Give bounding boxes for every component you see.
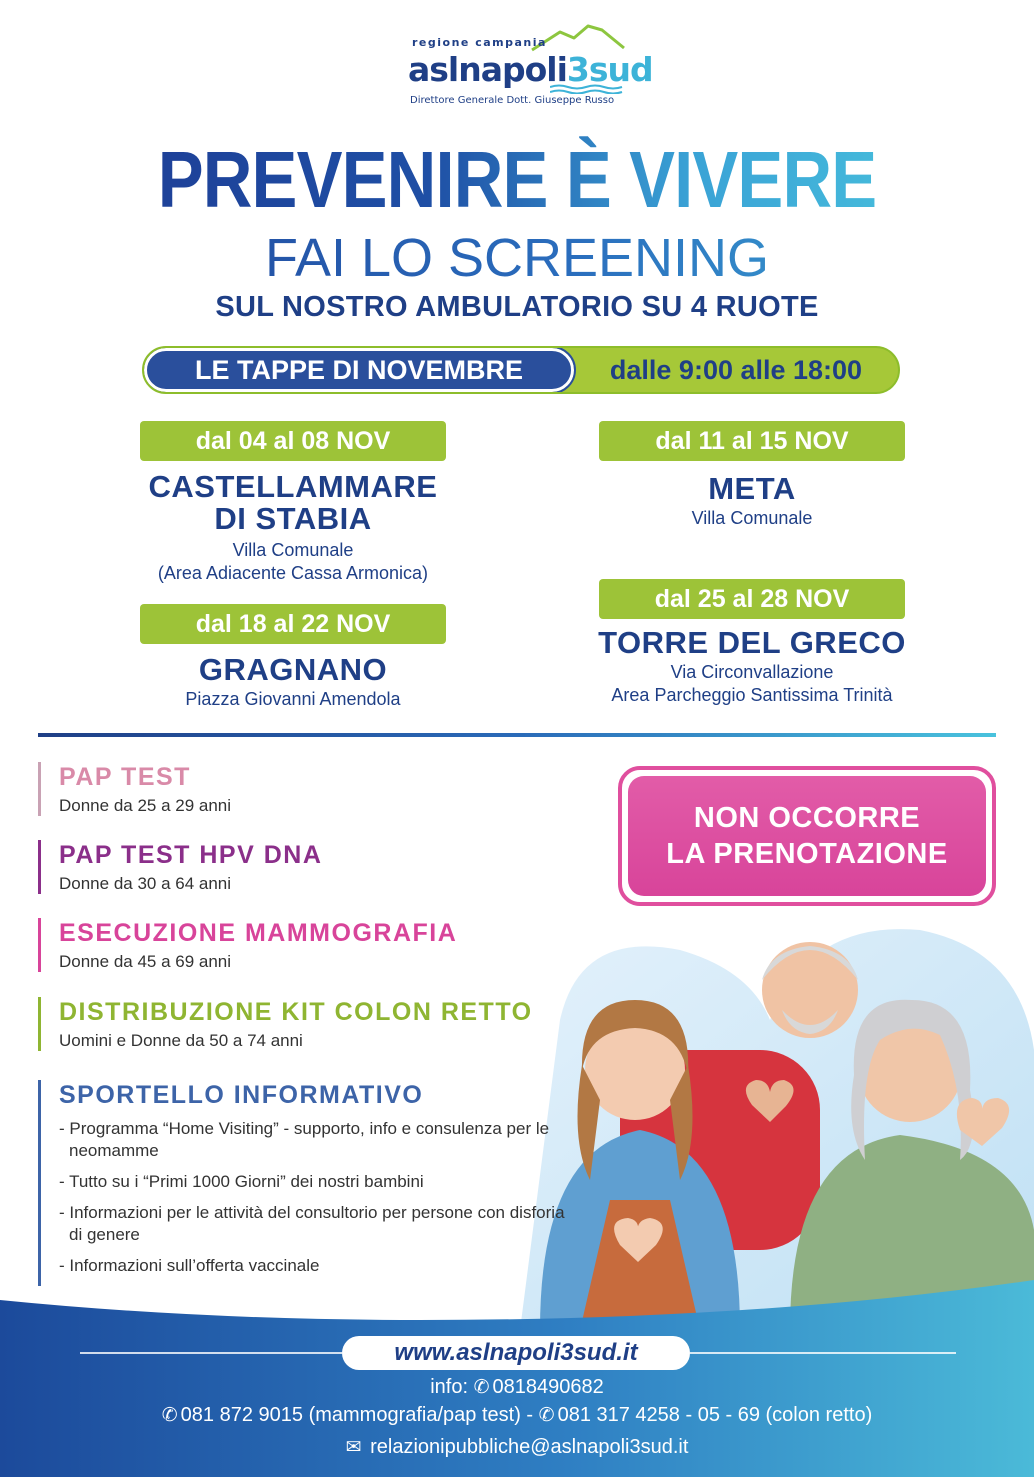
service-title: DISTRIBUZIONE KIT COLON RETTO: [59, 998, 533, 1026]
stop-city: META: [708, 471, 796, 506]
info-phone[interactable]: 0818490682: [492, 1376, 604, 1398]
service-mammografia: [38, 918, 457, 972]
director-name: Direttore Generale Dott. Giuseppe Russo: [410, 95, 615, 106]
url-line-left: [80, 1352, 342, 1354]
stop-city-line2: DI STABIA: [214, 501, 372, 536]
asl-logo: [400, 22, 653, 112]
service-title: PAP TEST: [59, 763, 191, 791]
no-booking-line2: LA PRENOTAZIONE: [666, 838, 948, 870]
service-description: Donne da 25 a 29 anni: [59, 796, 232, 815]
banner-month-label: LE TAPPE DI NOVEMBRE: [144, 348, 574, 392]
stop-castellammare: [104, 421, 482, 585]
stop-date-badge: dal 18 al 22 NOV: [140, 604, 446, 644]
phone-mammografia[interactable]: 081 872 9015 (mammografia/pap test) -: [180, 1404, 534, 1426]
stop-city: GRAGNANO: [198, 652, 388, 687]
service-pap-test: [38, 762, 231, 816]
stop-torre-del-greco: [550, 579, 954, 707]
main-title: PREVENIRE È VIVERE: [72, 134, 961, 226]
service-sportello-informativo: [38, 1080, 579, 1286]
website-link[interactable]: www.aslnapoli3sud.it: [342, 1336, 690, 1370]
list-item: - Tutto su i “Primi 1000 Giorni” dei nostri bambini: [59, 1172, 424, 1191]
envelope-icon: ✉: [345, 1437, 362, 1458]
service-title: ESECUZIONE MAMMOGRAFIA: [59, 919, 458, 947]
logo-region-text: regione campania: [412, 36, 547, 49]
list-item: - Informazioni sull’offerta vaccinale: [59, 1256, 320, 1275]
stop-city: TORRE DEL GRECO: [598, 625, 906, 660]
service-title: SPORTELLO INFORMATIVO: [59, 1081, 424, 1109]
service-description: Donne da 30 a 64 anni: [59, 874, 232, 893]
stop-place-line2: (Area Adiacente Cassa Armonica): [157, 563, 429, 583]
stop-place-line2: Area Parcheggio Santissima Trinità: [611, 685, 893, 705]
subtitle: FAI LO SCREENING: [0, 226, 1034, 290]
phone-icon: ✆: [161, 1405, 178, 1426]
waves-icon: [550, 84, 624, 94]
stop-date-badge: dal 11 al 15 NOV: [599, 421, 905, 461]
stop-place: Piazza Giovanni Amendola: [185, 689, 401, 709]
service-title: PAP TEST HPV DNA: [59, 841, 323, 869]
info-label: info:: [430, 1376, 469, 1398]
banner-hours: dalle 9:00 alle 18:00: [609, 354, 863, 385]
stop-city: [104, 471, 482, 535]
sportello-list: [59, 1118, 579, 1277]
stop-place-line1: Villa Comunale: [232, 540, 354, 560]
info-line: [0, 1376, 1034, 1399]
email-line: [0, 1436, 1034, 1459]
list-item: - Programma “Home Visiting” - supporto, info e consulenza per le neomamme: [59, 1119, 550, 1160]
service-colon-retto: [38, 997, 533, 1051]
logo-name-part1: aslnapoli: [408, 50, 567, 89]
email-link[interactable]: relazionipubbliche@aslnapoli3sud.it: [370, 1436, 689, 1458]
service-description: Donne da 45 a 69 anni: [59, 952, 232, 971]
no-booking-inner: [628, 776, 986, 896]
stop-city-line1: CASTELLAMMARE: [148, 469, 438, 504]
stop-date-badge: dal 04 al 08 NOV: [140, 421, 446, 461]
service-pap-test-hpv: [38, 840, 322, 894]
no-booking-notice: [618, 766, 996, 906]
phone-icon: ✆: [538, 1405, 555, 1426]
phones-line: [0, 1404, 1034, 1427]
no-booking-line1: NON OCCORRE: [693, 802, 921, 834]
section-divider: [38, 733, 996, 737]
stop-date-badge: dal 25 al 28 NOV: [599, 579, 905, 619]
dates-banner: [142, 346, 900, 394]
stop-gragnano: [104, 604, 482, 711]
stop-place: [104, 539, 482, 585]
stop-place: Villa Comunale: [691, 508, 813, 528]
logo-name-part2: 3sud: [566, 50, 653, 89]
service-description: Uomini e Donne da 50 a 74 anni: [59, 1031, 303, 1050]
stop-place-line1: Via Circonvallazione: [670, 662, 834, 682]
stop-meta: [580, 421, 924, 530]
url-line-right: [690, 1352, 956, 1354]
phone-icon: ✆: [473, 1377, 490, 1398]
phone-colon-retto[interactable]: 081 317 4258 - 05 - 69 (colon retto): [557, 1404, 873, 1426]
list-item: - Informazioni per le attività del consultorio per persone con disforia di genere: [59, 1203, 565, 1244]
subtitle-mobile-clinic: SUL NOSTRO AMBULATORIO SU 4 RUOTE: [215, 291, 819, 323]
stop-place: [550, 661, 954, 707]
people-heart-hands-photo: [520, 900, 1034, 1330]
